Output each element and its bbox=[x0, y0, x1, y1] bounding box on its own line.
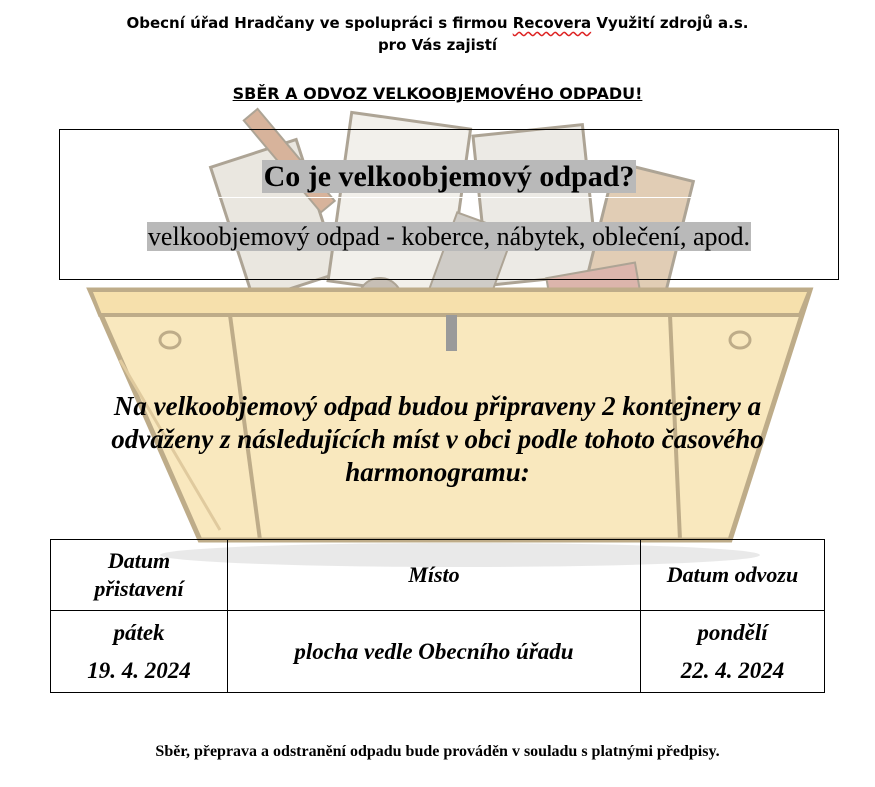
table-row bbox=[51, 611, 825, 693]
info-box-divider bbox=[60, 197, 838, 198]
announcement: Na velkoobjemový odpad budou připraveny 2 kontejnery a odváženy z následujících míst v obci podle tohoto časového harmonogramu: bbox=[111, 391, 764, 487]
header-prefix: Obecní úřad Hradčany ve spolupráci s firmou bbox=[126, 14, 513, 32]
removed-day: pondělí bbox=[697, 619, 768, 645]
table-header-row bbox=[51, 540, 825, 611]
header-suffix: Využití zdrojů a.s. bbox=[591, 14, 749, 32]
answer-text: velkoobjemový odpad - koberce, nábytek, oblečení, apod. bbox=[147, 222, 751, 251]
header-date-placed-line2: přistavení bbox=[94, 576, 184, 601]
header-date-placed bbox=[51, 540, 228, 611]
question-text: Co je velkoobjemový odpad? bbox=[263, 160, 635, 193]
header-line-1 bbox=[0, 14, 875, 32]
text-cursor-mark bbox=[446, 315, 457, 351]
header-line-2: pro Vás zajistí bbox=[377, 36, 498, 54]
header-place: Místo bbox=[228, 540, 641, 611]
cell-date-placed bbox=[51, 611, 228, 693]
info-box bbox=[59, 129, 839, 280]
placed-date: 19. 4. 2024 bbox=[87, 657, 191, 683]
company-name: Recovera bbox=[512, 14, 592, 32]
info-box-title bbox=[60, 160, 838, 194]
removed-date: 22. 4. 2024 bbox=[680, 657, 785, 683]
schedule-table bbox=[50, 539, 825, 693]
info-box-text bbox=[60, 222, 838, 252]
header-date-placed-line1: Datum bbox=[107, 548, 171, 573]
headline: SBĚR A ODVOZ VELKOOBJEMOVÉHO ODPADU! bbox=[232, 84, 643, 103]
footer-note: Sběr, přeprava a odstranění odpadu bude prováděn v souladu s platnými předpisy. bbox=[155, 743, 720, 760]
header-date-removed: Datum odvozu bbox=[641, 540, 825, 611]
cell-place: plocha vedle Obecního úřadu bbox=[228, 611, 641, 693]
cell-date-removed bbox=[641, 611, 825, 693]
placed-day: pátek bbox=[113, 619, 165, 645]
